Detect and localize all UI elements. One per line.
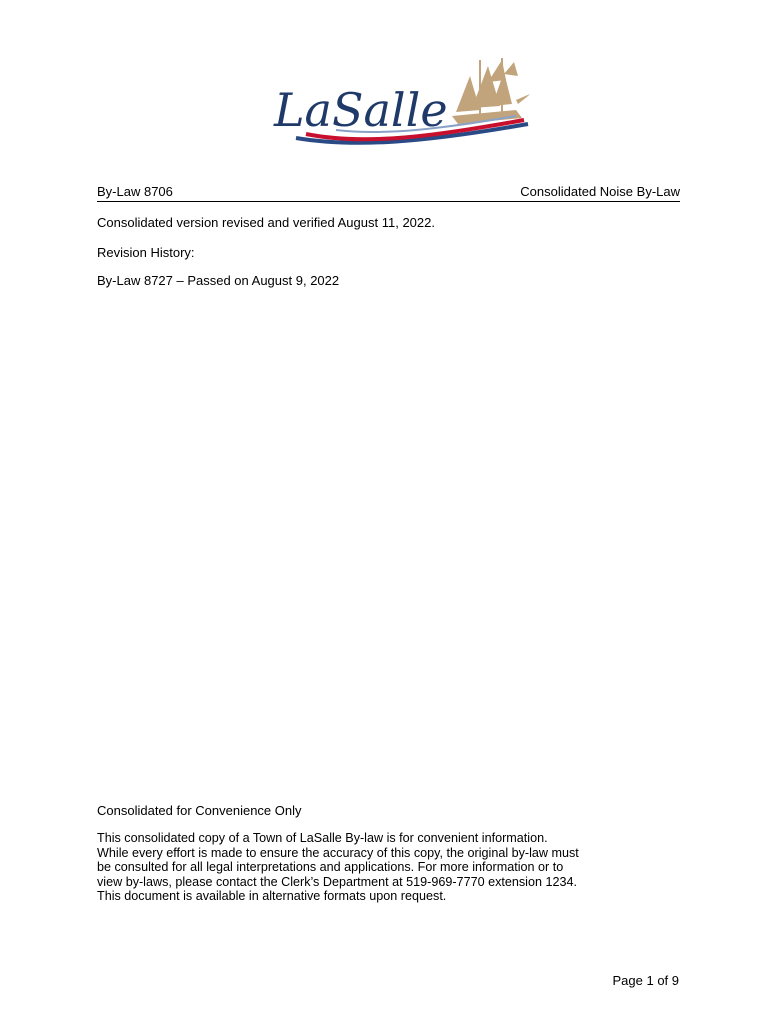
convenience-heading: Consolidated for Convenience Only	[97, 803, 302, 818]
page-number: Page 1 of 9	[612, 973, 679, 988]
disclaimer-line: This document is available in alternative formats upon request.	[97, 889, 447, 903]
ship-icon	[452, 58, 530, 124]
document-header	[97, 183, 680, 202]
disclaimer-paragraph	[97, 831, 687, 904]
revision-history-heading: Revision History:	[97, 245, 195, 260]
bylaw-number: By-Law 8706	[97, 184, 173, 199]
bylaw-title: Consolidated Noise By-Law	[520, 184, 680, 199]
disclaimer-line: view by-laws, please contact the Clerk’s Department at 519-969-7770 extension 1234.	[97, 874, 578, 889]
revision-history-item: By-Law 8727 – Passed on August 9, 2022	[97, 273, 340, 288]
lasalle-logo-graphic	[266, 54, 538, 152]
disclaimer-line: be consulted for all legal interpretations and applications. For more information or to	[97, 860, 564, 874]
consolidated-version-line: Consolidated version revised and verified August 11, 2022.	[97, 215, 435, 230]
disclaimer-line: This consolidated copy of a Town of LaSalle By-law is for convenient information.	[97, 831, 548, 845]
lasalle-logo	[266, 54, 538, 152]
disclaimer-line: While every effort is made to ensure the accuracy of this copy, the original by-law must	[97, 845, 579, 860]
logo-wordmark: LaSalle	[274, 83, 448, 137]
